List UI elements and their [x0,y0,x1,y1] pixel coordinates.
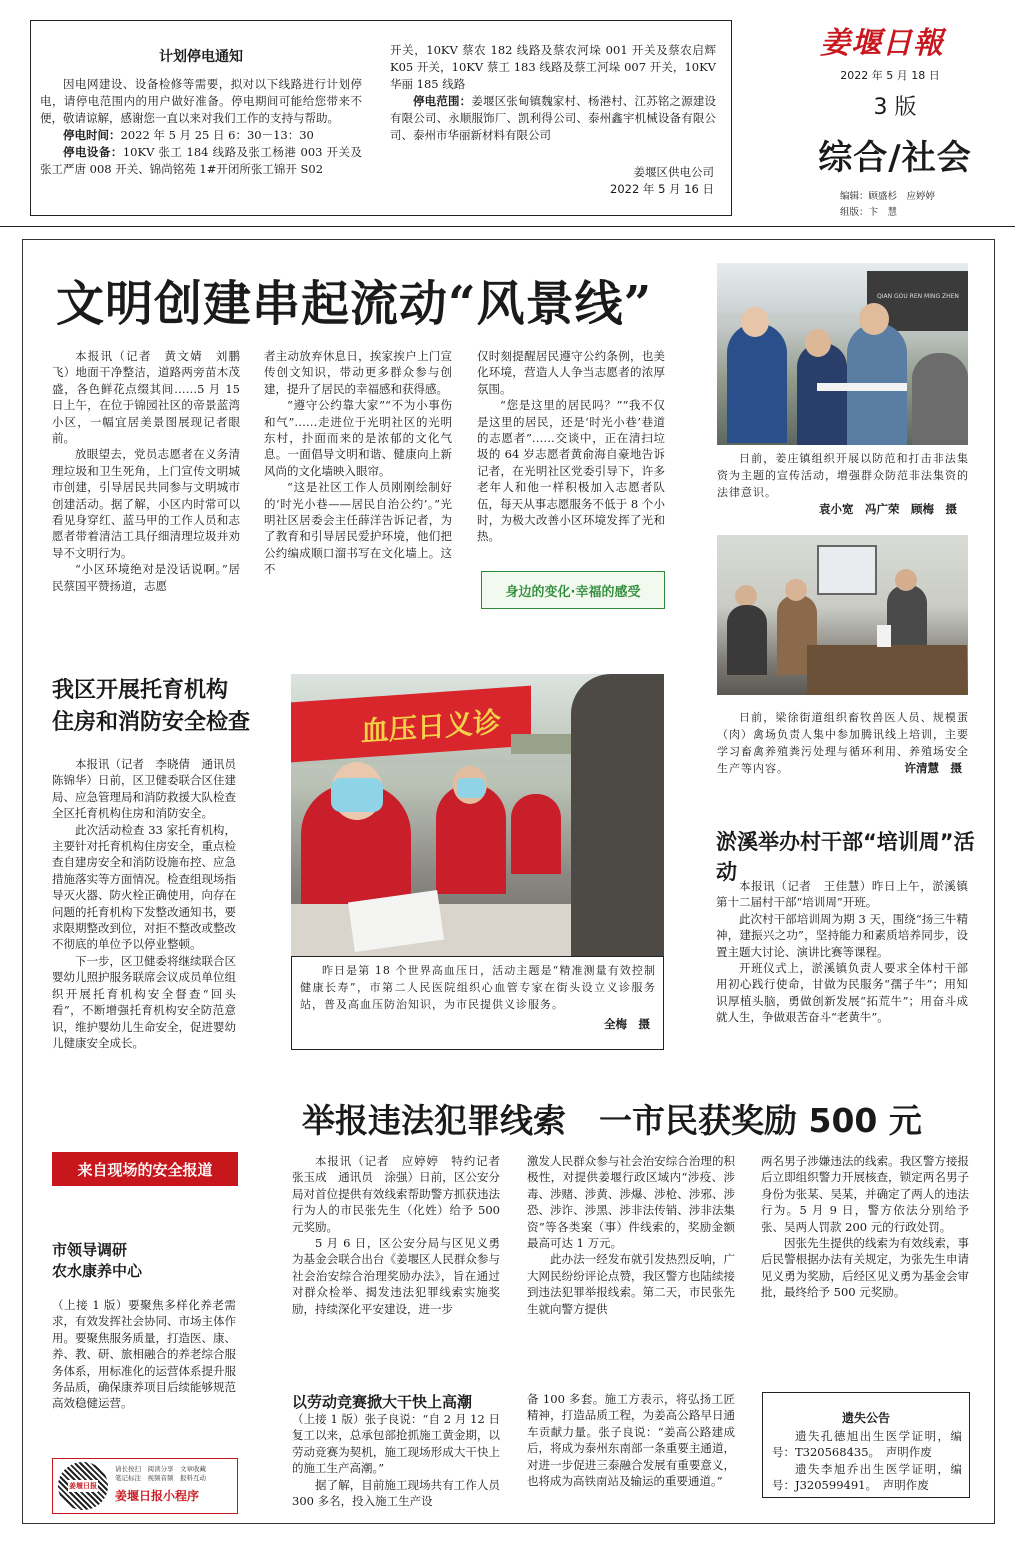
photo-livestock-training [717,535,968,695]
notice-time-value: 2022 年 5 月 25 日 6：30－13：30 [120,128,314,142]
labor-col1 [292,1411,500,1509]
photo-hypertension-caption [300,962,668,1013]
lost-notice-title: 遗失公告 [841,1411,890,1425]
labor-title: 以劳动竞赛掀大干快上高潮 [292,1393,473,1411]
childcare-title-2: 住房和消防安全检查 [52,709,251,735]
elderly-title-2: 农水康养中心 [52,1262,143,1280]
article1-col2 [264,348,452,578]
lost-notice-body [772,1428,962,1494]
masthead-logo: 姜堰日報 [820,26,944,61]
reward-para: 两名男子涉嫌违法的线索。我区警方接报后立即组织警力开展核查，锁定两名男子身份为张某、吴某，并确定了两人的违法行为。5 月 9 日，警方依法分别给予张、吴两人罚款 200 元的行政处罚。 [761,1154,969,1234]
training-para: 开班仪式上，淤溪镇负责人要求全体村干部用初心践行使命，甘做为民服务“孺子牛”；用知识厚植头脑，勇做创新发展“拓荒牛”；用奋斗成就人生，争做艰苦奋斗“老黄牛”。 [716,961,968,1025]
column-badge-label: 身边的变化·幸福的感受 [505,584,641,600]
notice-body-right [390,42,716,144]
photo-fraud-caption [717,450,969,501]
headline-civilization: 文明创建串起流动“风景线” [56,276,653,332]
notice-date: 2022 年 5 月 16 日 [610,182,714,196]
article1-para: 仅时刻提醒居民遵守公约条例，也美化环境，营造人人争当志愿者的浓厚氛围。 [477,349,665,396]
labor-para: 据了解，目前施工现场共有工作人员 300 多名，投入施工生产设 [292,1477,500,1509]
photo-fraud-credit: 袁小宽 冯广荣 顾梅 摄 [819,502,957,516]
notice-time-label: 停电时间： [63,128,121,142]
masthead-editor: 编辑：顾盛杉 应婷婷 [840,191,936,202]
reward-para: 本报讯（记者 应婷婷 特约记者 张玉成 通讯员 涂强）日前，区公安分局对首位提供有效线索帮助警方抓获违法行为人的市民张先生（化姓）给予 500 元奖励。 [292,1154,512,1234]
reward-para: 5 月 6 日，区公安分局与区见义勇为基金会联合出台《姜堰区人民群众参与社会治安综合治理奖励办法》，旨在通过对群众检举、揭发违法犯罪线索实施奖励，持续深化平安建设，进一步 [292,1236,500,1316]
reward-col1 [292,1153,512,1317]
reward-para: 此办法一经发布就引发热烈反响，广大网民纷纷评论点赞，我区警方也陆续接到违法犯罪举报线索。第二天，市民张先生就向警方提供 [527,1252,735,1316]
safety-banner-label: 来自现场的安全报道 [77,1160,213,1179]
notice-device-label: 停电设备： [63,145,123,159]
notice-range-value: 姜堰区张甸镇魏家村、杨港村、江苏铭之源建设有限公司、永顺服饰厂、凯利得公司、泰州鑫宇机械设备有限公司、泰州市华丽新材料有限公司 [390,94,717,142]
reward-col3 [761,1153,969,1301]
masthead-section: 综合/社会 [818,138,972,178]
training-title: 淤溪举办村干部“培训周”活动 [716,830,975,884]
header-rule [0,226,1015,227]
notice-sign: 姜堰区供电公司 [633,165,714,179]
article1-para: “遵守公约靠大家”“不为小事伤和气”……走进位于光明社区的光明东村，扑面而来的是浓郁的文化气息。一面倡导文明和谐、健康向上新风尚的文化墙映入眼帘。 [264,398,452,478]
lost-notice-line: 遗失孔德旭出生医学证明，编号：T320568435。 声明作废 [772,1429,962,1460]
masthead-date: 2022 年 5 月 18 日 [840,69,940,82]
elderly-body-text: （上接 1 版）要聚焦多样化养老需求，有效发挥社会协同、市场主体作用。要聚焦服务质量，打造医、康、养、教、研、旅相融合的养老综合服务体系，用标准化的运营体系提升服务品质，确保康养项目后续能够规范高效稳健运营。 [52,1298,236,1411]
notice-body: 因电网建设、设备检修等需要，拟对以下线路进行计划停电，请停电范围内的用户做好准备。停电期间可能给您带来不便，敬请谅解，感谢您一直以来对我们工作的支持与帮助。 [40,77,362,125]
lost-notice-line: 遗失李旭乔出生医学证明，编号：J320599491。 声明作废 [772,1461,962,1493]
photo-hypertension-credit: 全梅 摄 [604,1017,650,1031]
photo-livestock-credit: 许清慧 摄 [904,761,962,775]
headline-reward: 举报违法犯罪线索 一市民获奖励 500 元 [302,1101,922,1140]
childcare-body [52,756,248,1051]
article1-para: 本报讯（记者 黄文婧 刘鹏飞）地面干净整洁，道路两旁苗木茂盛，各色鲜花点缀其间……5 月 15 日上午，在位于锦园社区的帝景蓝湾小区，一幅宜居美景图展现记者眼前。 [52,349,240,446]
labor-col2 [527,1391,735,1489]
childcare-para: 下一步，区卫健委将继续联合区婴幼儿照护服务联席会议成员单位组织开展托育机构安全督查“回头看”，不断增强托育机构安全防范意识，维护婴幼儿生命安全，促进婴幼儿健康安全成长。 [52,953,236,1050]
miniapp-qr-label: 姜堰日报 [69,1481,97,1490]
safety-banner [52,1152,238,1186]
masthead-layout: 组版：卞 慧 [840,207,898,218]
labor-para: （上接 1 版）张子良说：“自 2 月 12 日复工以来，总承包部抢抓施工黄金期，以劳动竞赛为契机，施工现场形成大干快上的施工生产高潮。” [292,1412,500,1476]
notice-body-left [40,76,362,178]
masthead-page: 3 版 [873,95,917,120]
article1-para: 者主动放弃休息日，挨家挨户上门宣传创文知识，带动更多群众参与创建，提升了居民的幸福感和获得感。 [264,349,452,396]
notice-device-value: 10KV 张工 184 线路及张工杨港 003 开关及张工严唐 008 开关、锦尚铭苑 1#开闭所张工锦开 S02 [40,145,363,176]
notice-title: 计划停电通知 [159,49,243,65]
photo-fraud-caption-text: 日前，姜庄镇组织开展以防范和打击非法集资为主题的宣传活动，增强群众防范非法集资的法律意识。 [717,452,969,499]
article1-para: 放眼望去，党员志愿者在义务清理垃圾和卫生死角，上门宣传文明城市创建，引导居民共同参与文明城市创建活动。据了解，小区内时常可以看见身穿红、蓝马甲的工作人员和志愿者带着清洁工具仔细清理垃圾并劝导不文明行为。 [52,447,240,560]
notice-device-value-cont: 开关，10KV 蔡农 182 线路及蔡农河垛 001 开关及蔡农启辉 K05 开关，10KV 蔡工 183 线路及蔡工河垛 007 开关，10KV 华丽 185 线路 [390,43,716,91]
article1-para: “小区环境绝对是没话说啊。”居民蔡国平赞扬道，志愿 [52,562,240,593]
elderly-title-1: 市领导调研 [52,1241,128,1259]
photo-fraud-campaign [717,263,968,445]
article1-col3 [477,348,665,545]
clinic-banner-text: 血压日义诊 [361,705,502,749]
building-sign-text: QIAN GOU REN MING ZHEN [877,293,959,300]
training-body [716,878,968,1026]
photo-hypertension-caption-text: 昨日是第 18 个世界高血压日，活动主题是“精准测量有效控制 健康长寿”，市第二人民医院组织心血管专家在街头设立义诊服务站，普及高血压防治知识，为市民提供义诊服务。 [300,964,668,1011]
training-para: 本报讯（记者 王佳慧）昨日上午，淤溪镇第十二届村干部“培训周”开班。 [716,879,968,910]
training-para: 此次村干部培训周为期 3 天，围绕“扬三牛精神，建振兴之功”，坚持能力和素质培养同步，设置主题大讨论、演讲比赛等课程。 [716,911,968,959]
reward-para: 激发人民群众参与社会治安综合治理的积极性，对提供姜堰行政区域内“涉疫、涉毒、涉赌、涉黄、涉爆、涉枪、涉邪、涉恐、涉诈、涉黑、涉非法传销、涉非法集资”等各类案（事）件线索的，奖励金额最高可达 1 万元。 [527,1154,735,1251]
miniapp-qr-icon [58,1462,108,1510]
childcare-para: 本报讯（记者 李晓倩 通讯员 陈锦华）日前，区卫健委联合区住建局、应急管理局和消防救援大队检查全区托育机构住房和消防安全。 [52,757,248,821]
childcare-para: 此次活动检查 33 家托育机构，主要针对托育机构住房安全，重点检查自建房安全和消防设施布控、应急措施落实等方面情况。检查组现场指导灭火器、防火栓正确使用，向存在问题的托育机构下发整改通知书，要求限期整改到位，对拒不整改或整改不彻底的单位予以停业整顿。 [52,822,236,952]
notice-range-label: 停电范围： [413,94,472,108]
miniapp-tips: 请长按扫 阅读分享 文章收藏 笔记标注 视频音频 报料互动 [115,1465,206,1482]
article1-para: “这是社区工作人员刚刚绘制好的‘时光小巷——居民自治公约’。”光明社区居委会主任薛洋告诉记者，为了教育和引导居民爱护环境，他们把公约编成顺口溜书写在文化墙上。这不 [264,480,452,577]
labor-para: 备 100 多套。施工方表示，将弘扬工匠精神，打造品质工程，为姜高公路早日通车贡献力量。张子良说：“姜高公路建成后，将成为泰州东南部一条重要主通道，对进一步促进三泰融合发展有重要意义，也将成为高铁南站及输运的重要通道。” [527,1392,735,1489]
photo-livestock-caption-text: 日前，梁徐街道组织畜牧兽医人员、规模蛋（肉）禽场负责人集中参加腾讯线上培训，主要学习畜禽养殖粪污处理与循环利用、养殖场安全生产等内容。 [717,711,969,775]
article1-col1 [52,348,240,594]
miniapp-label: 姜堰日报小程序 [115,1489,200,1503]
childcare-title-1: 我区开展托育机构 [52,677,229,703]
reward-para: 因张先生提供的线索为有效线索，事后民警根据办法有关规定，为张先生申请见义勇为奖励，后经区见义勇为基金会审批，最终给予 500 元奖励。 [761,1236,969,1300]
column-badge [481,571,665,609]
reward-col2 [527,1153,735,1317]
elderly-body [52,1297,236,1412]
article1-para: “您是这里的居民吗？”“我不仅是这里的居民，还是‘时光小巷’巷道的志愿者”……交谈中，正在清扫垃圾的 64 岁志愿者黄俞海自豪地告诉记者，在光明社区党委引导下，许多老年人和他一样积极加入志愿者队伍，每天从事志愿服务不低于 8 个小时，为极大改善小区环境发挥了光和热。 [477,398,665,544]
photo-hypertension-clinic [291,674,664,956]
